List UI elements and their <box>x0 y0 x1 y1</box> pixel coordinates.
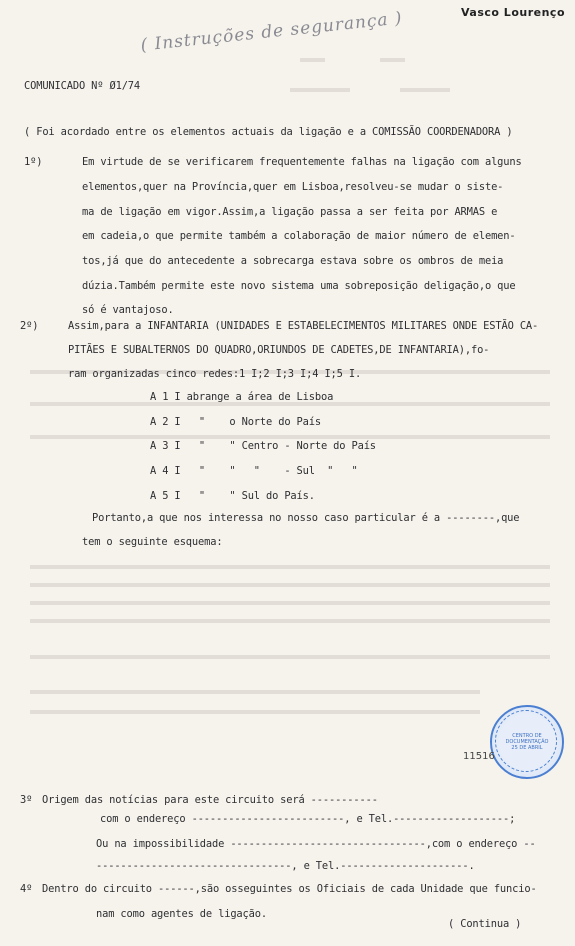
ghost-text <box>30 583 550 587</box>
author-stamp: Vasco Lourenço <box>461 6 565 19</box>
paragraph-line: Ou na impossibilidade --------------------------------,com o endereço -- <box>96 838 536 850</box>
ghost-text <box>30 710 480 714</box>
continua-note: ( Continua ) <box>448 918 522 930</box>
ghost-text <box>30 655 550 659</box>
ghost-text <box>290 88 350 92</box>
paragraph-line: em cadeia,o que permite também a colaboração de maior número de elemen- <box>82 230 516 242</box>
paragraph-line: Origem das notícias para este circuito será ----------- <box>42 794 378 806</box>
paragraph-line: ma de ligação em vigor.Assim,a ligação passa a ser feita por ARMAS e <box>82 206 498 218</box>
archive-seal <box>490 705 564 779</box>
section-number: 3º <box>20 794 33 806</box>
seal-text: DOCUMENTAÇÃO <box>505 739 549 745</box>
section-number: 1º) <box>24 156 43 168</box>
paragraph-line: Dentro do circuito ------,são osseguintes os Oficiais de cada Unidade que funcio- <box>42 883 537 895</box>
paragraph-line: só é vantajoso. <box>82 304 174 316</box>
network-line: A 3 I " " Centro - Norte do País <box>150 440 376 452</box>
handwritten-header-note: ( Instruções de segurança ) <box>139 8 404 56</box>
paragraph-line: tem o seguinte esquema: <box>82 536 223 548</box>
ghost-text <box>300 58 325 62</box>
ghost-text <box>30 690 480 694</box>
paragraph-line: tos,já que do antecedente a sobrecarga estava sobre os ombros de meia <box>82 255 504 267</box>
seal-ring <box>495 710 557 772</box>
intro-note: ( Foi acordado entre os elementos actuais da ligação e a COMISSÃO COORDENADORA ) <box>24 126 513 138</box>
paragraph-line: PITÃES E SUBALTERNOS DO QUADRO,ORIUNDOS DE CADETES,DE INFANTARIA),fo- <box>68 344 490 356</box>
paragraph-line: dúzia.Também permite este novo sistema uma sobreposição deligação,o que <box>82 280 516 292</box>
ghost-text <box>30 435 550 439</box>
network-line: A 2 I " o Norte do País <box>150 416 321 428</box>
network-line: A 5 I " " Sul do País. <box>150 490 315 502</box>
paragraph-line: ram organizadas cinco redes:1 I;2 I;3 I;4 I;5 I. <box>68 368 362 380</box>
section-number: 4º <box>20 883 33 895</box>
network-line: A 1 I abrange a área de Lisboa <box>150 391 334 403</box>
seal-text: 25 DE ABRIL <box>511 745 543 751</box>
section-number: 2º) <box>20 320 39 332</box>
network-line: A 4 I " " " - Sul " " <box>150 465 358 477</box>
paragraph-line: Em virtude de se verificarem frequentemente falhas na ligação com alguns <box>82 156 522 168</box>
paragraph-line: com o endereço -------------------------, e Tel.-------------------; <box>100 813 516 825</box>
ghost-text <box>380 58 405 62</box>
paragraph-line: nam como agentes de ligação. <box>96 908 267 920</box>
document-title: COMUNICADO Nº Ø1/74 <box>24 80 141 92</box>
ghost-text <box>400 88 450 92</box>
paragraph-line: Assim,para a INFANTARIA (UNIDADES E ESTABELECIMENTOS MILITARES ONDE ESTÃO CA- <box>68 320 539 332</box>
paragraph-line: Portanto,a que nos interessa no nosso caso particular é a --------,que <box>92 512 520 524</box>
ghost-text <box>30 565 550 569</box>
paragraph-line: --------------------------------, e Tel.---------------------. <box>96 860 475 872</box>
ghost-text <box>30 619 550 623</box>
paragraph-line: elementos,quer na Província,quer em Lisboa,resolveu-se mudar o siste- <box>82 181 504 193</box>
ghost-text <box>30 601 550 605</box>
handwritten-number: 11516 <box>463 751 495 762</box>
seal-text: CENTRO DE <box>512 733 542 739</box>
